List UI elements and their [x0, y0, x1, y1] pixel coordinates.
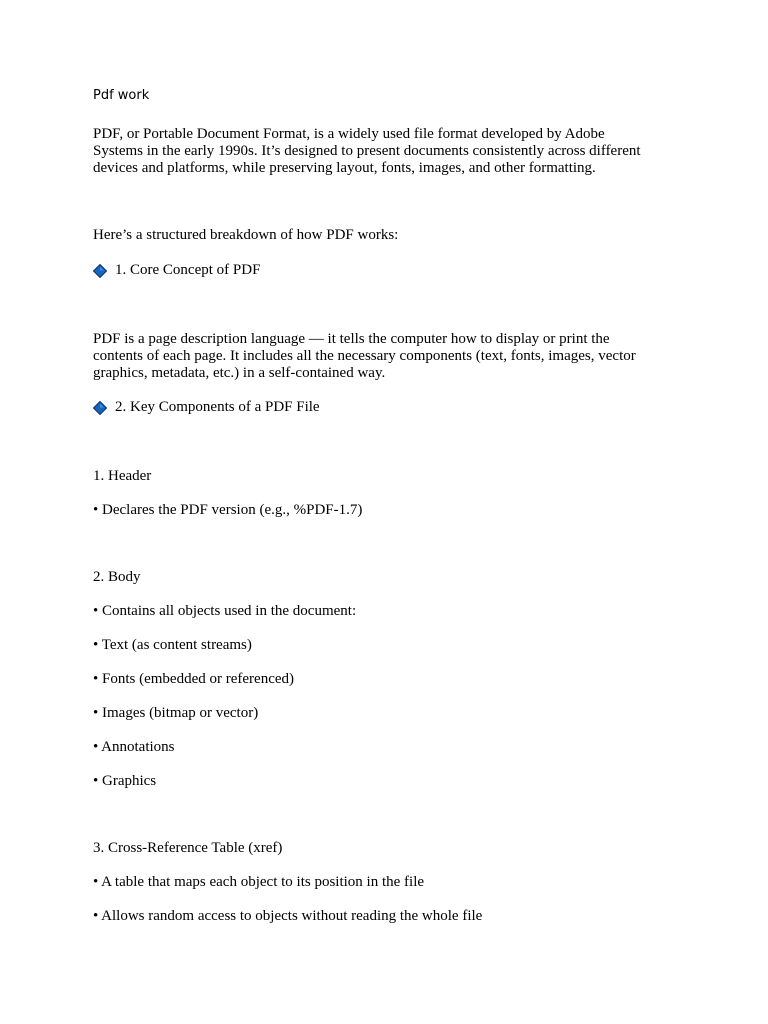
breakdown-line: Here’s a structured breakdown of how PDF works:: [93, 227, 399, 243]
body-bullet: • Contains all objects used in the document:: [93, 603, 357, 619]
section-1-body-line: graphics, metadata, etc.) in a self-contained way.: [93, 365, 386, 381]
body-bullet: • Annotations: [93, 739, 175, 755]
header-subheading: 1. Header: [93, 468, 152, 484]
header-bullet: • Declares the PDF version (e.g., %PDF-1.7): [93, 502, 363, 518]
intro-paragraph: [93, 126, 641, 177]
intro-line: devices and platforms, while preserving layout, fonts, images, and other formatting.: [93, 160, 596, 176]
document-page: [93, 0, 683, 1024]
section-1-heading-text: 1. Core Concept of PDF: [115, 262, 261, 278]
section-1-body: [93, 331, 636, 382]
section-2-heading: [93, 399, 320, 416]
document-title: Pdf work: [93, 88, 150, 103]
blue-diamond-icon: [93, 264, 107, 278]
section-1-body-line: PDF is a page description language — it tells the computer how to display or print the: [93, 331, 610, 347]
xref-bullet: • A table that maps each object to its position in the file: [93, 874, 425, 890]
intro-line: Systems in the early 1990s. It’s designed to present documents consistently across different: [93, 143, 641, 159]
body-bullet: • Text (as content streams): [93, 637, 252, 653]
body-bullet: • Graphics: [93, 773, 157, 789]
blue-diamond-icon: [93, 401, 107, 415]
section-1-heading: [93, 262, 260, 279]
xref-subheading: 3. Cross-Reference Table (xref): [93, 840, 283, 856]
body-bullet: • Images (bitmap or vector): [93, 705, 259, 721]
section-1-body-line: contents of each page. It includes all the necessary components (text, fonts, images, vector: [93, 348, 636, 364]
body-bullet: • Fonts (embedded or referenced): [93, 671, 294, 687]
intro-line: PDF, or Portable Document Format, is a widely used file format developed by Adobe: [93, 126, 605, 142]
body-subheading: 2. Body: [93, 569, 141, 585]
section-2-heading-text: 2. Key Components of a PDF File: [115, 399, 320, 415]
xref-bullet: • Allows random access to objects without reading the whole file: [93, 908, 483, 924]
